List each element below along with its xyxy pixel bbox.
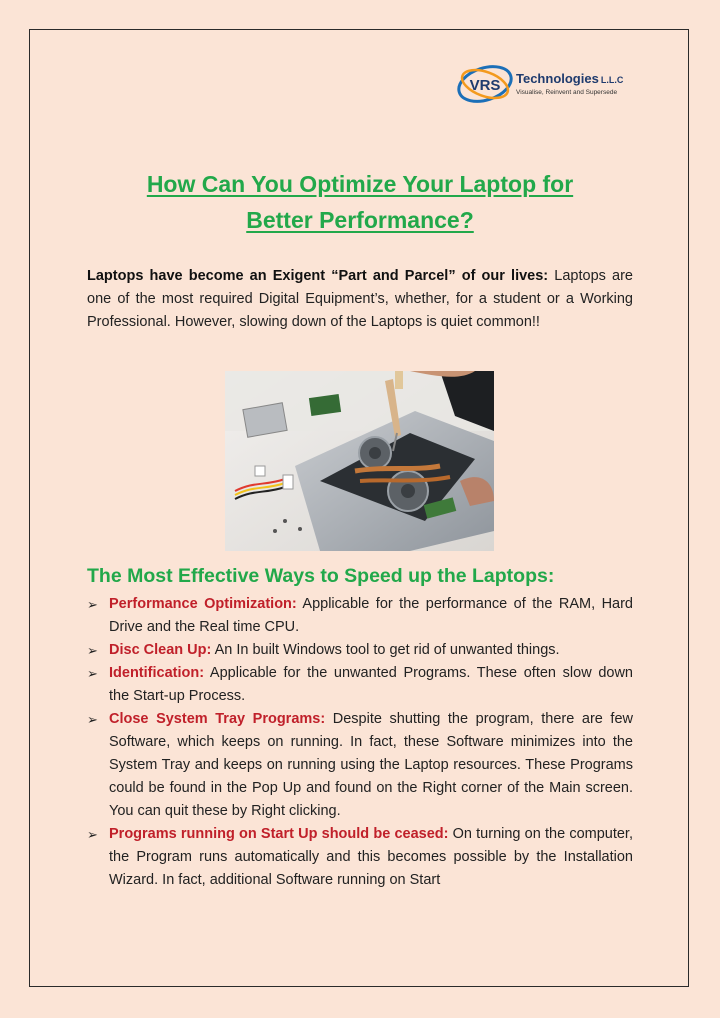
list-item-text: Despite shutting the program, there are few Software, which keeps on running. In fact, these Software minimizes into the System Tray and keeps on running using the Laptop resources. These Programs could be found in the Pop Up and found on the Right corner of the Main screen. You can quit these by Right clicking. (109, 711, 633, 819)
intro-body: Laptops are one of the most required Digital Equipment’s, whether, for a student or a Working Professional. However, slowing down of the Laptops is quiet common!! (87, 268, 633, 330)
arrow-bullet-icon: ➢ (87, 643, 98, 658)
laptop-repair-photo (225, 371, 494, 551)
page-title-line-2: Better Performance? (246, 207, 474, 233)
list-item (87, 593, 633, 639)
logo-tagline: Visualise, Reinvent and Supersede (516, 89, 618, 97)
logo-suffix: L.L.C (600, 75, 624, 86)
list-item-term: Disc Clean Up: (109, 642, 212, 658)
list-item-text: Applicable for the performance of the RAM, Hard Drive and the Real time CPU. (109, 596, 633, 635)
list-item-term: Performance Optimization: (109, 596, 297, 612)
list-item (87, 639, 633, 662)
list-item (87, 662, 633, 708)
section-heading: The Most Effective Ways to Speed up the Laptops: (87, 565, 555, 587)
list-item-text: Applicable for the unwanted Programs. These often slow down the Start-up Process. (109, 665, 633, 704)
logo-mark-text: VRS (469, 77, 501, 94)
arrow-bullet-icon: ➢ (87, 597, 98, 612)
ways-list (87, 593, 633, 892)
arrow-bullet-icon: ➢ (87, 712, 98, 727)
vrs-logo-mark-icon (456, 63, 514, 105)
list-item-text: On turning on the computer, the Program runs automatically and this becomes possible by the Installation Wizard. In fact, additional Software running on Start (109, 826, 633, 888)
list-item (87, 708, 633, 823)
page-title-line-1: How Can You Optimize Your Laptop for (146, 171, 574, 197)
intro-paragraph (87, 265, 633, 334)
list-item-term: Identification: (109, 665, 205, 681)
list-item (87, 823, 633, 892)
intro-lead: Laptops have become an Exigent “Part and Parcel” of our lives: (87, 268, 549, 284)
laptop-repair-illustration (225, 371, 494, 551)
arrow-bullet-icon: ➢ (87, 827, 98, 842)
list-item-term: Programs running on Start Up should be ceased: (109, 826, 449, 842)
page-title (60, 166, 660, 238)
list-item-term: Close System Tray Programs: (109, 711, 326, 727)
list-item-text: An In built Windows tool to get rid of unwanted things. (211, 642, 560, 658)
company-logo (456, 62, 646, 106)
arrow-bullet-icon: ➢ (87, 666, 98, 681)
logo-name: Technologies (516, 71, 599, 87)
